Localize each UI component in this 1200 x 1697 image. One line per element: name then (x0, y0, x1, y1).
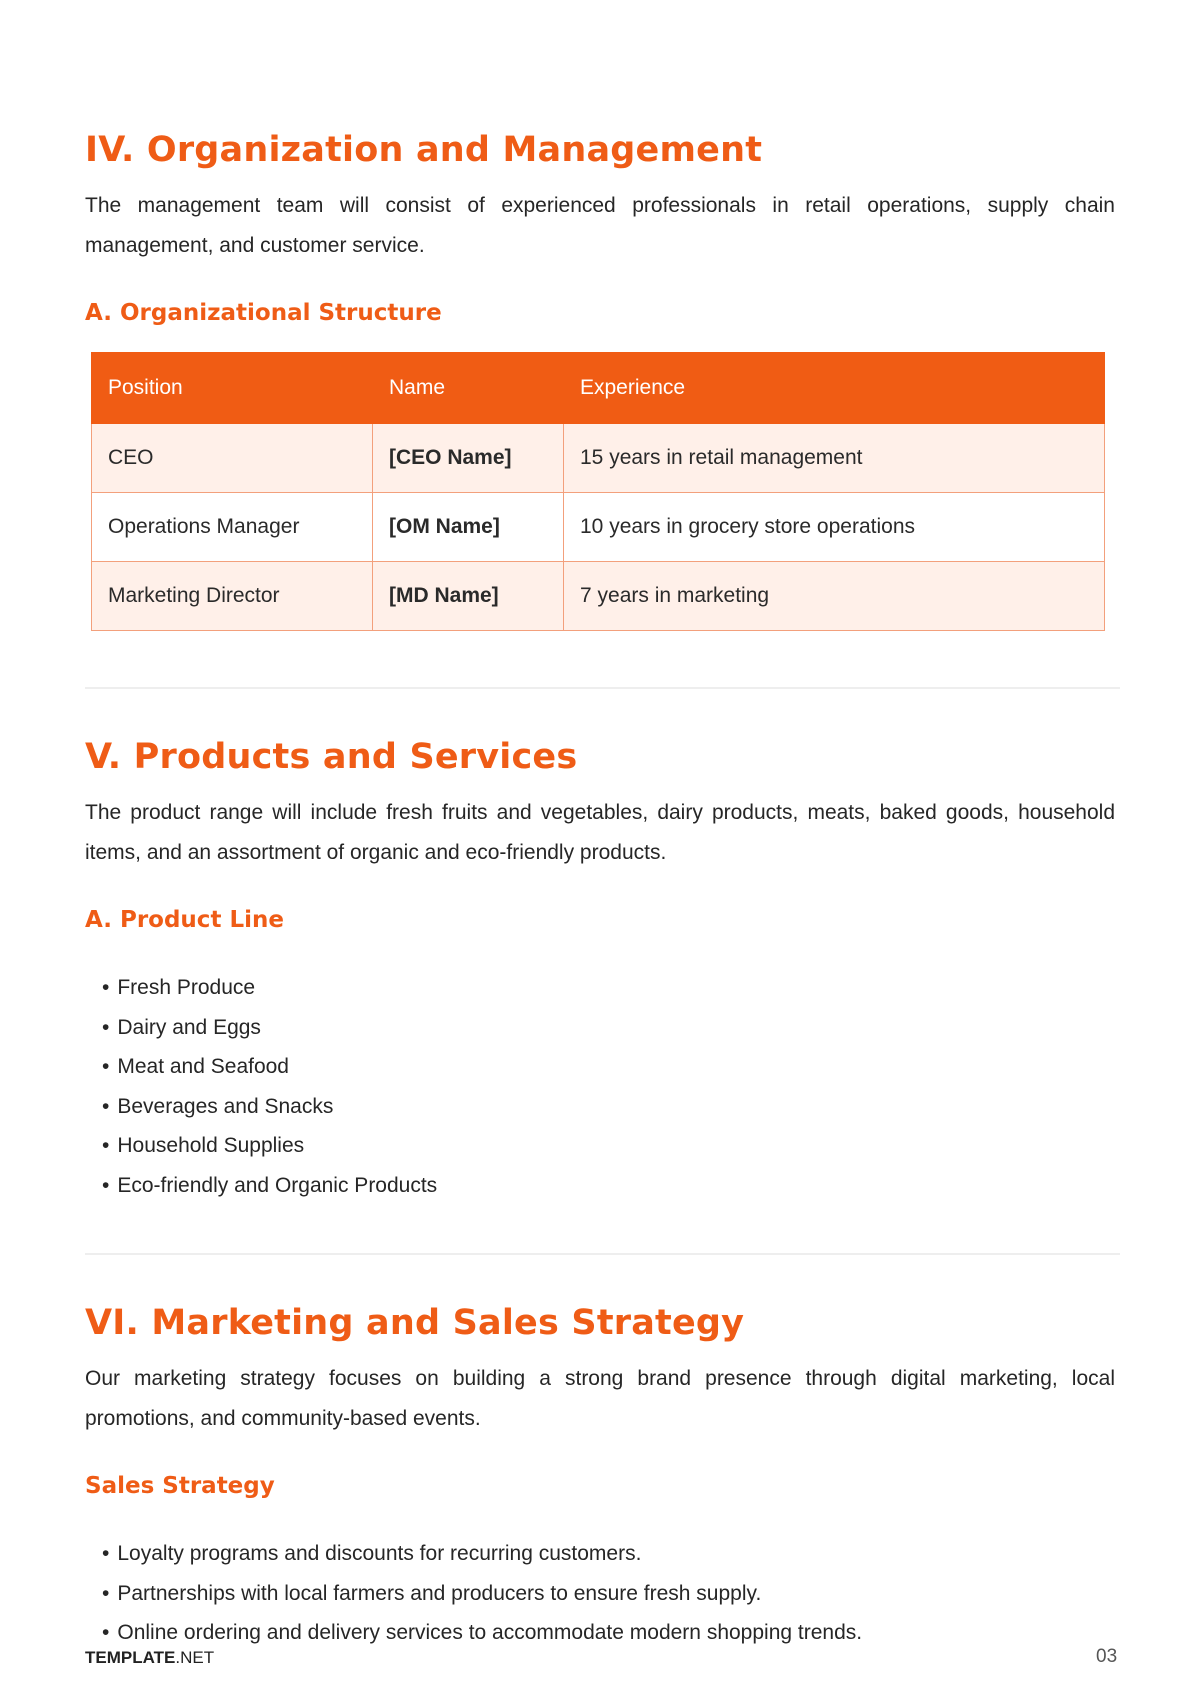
list-item: • Partnerships with local farmers and producers to ensure fresh supply. (102, 1574, 862, 1614)
list-item: • Household Supplies (102, 1126, 437, 1166)
cell-position: CEO (92, 424, 373, 493)
cell-name: [MD Name] (373, 562, 564, 631)
cell-name: [OM Name] (373, 493, 564, 562)
organization-intro: The management team will consist of experienced professionals in retail operations, supply chain management, and customer service. (85, 194, 1115, 257)
section-title-products: V. Products and Services (85, 737, 578, 777)
brand-name-suffix: .NET (175, 1648, 215, 1667)
list-item: • Beverages and Snacks (102, 1087, 437, 1127)
list-item: • Online ordering and delivery services to accommodate modern shopping trends. (102, 1613, 862, 1653)
list-item: • Loyalty programs and discounts for recurring customers. (102, 1534, 862, 1574)
sales-strategy-list (102, 1534, 862, 1653)
marketing-intro: Our marketing strategy focuses on building a strong brand presence through digital marketing, local promotions, and community-based events. (85, 1367, 1115, 1430)
section-title-marketing: VI. Marketing and Sales Strategy (85, 1303, 745, 1343)
products-intro: The product range will include fresh fruits and vegetables, dairy products, meats, baked goods, household items, and an assortment of organic and eco-friendly products. (85, 801, 1115, 864)
section-divider (85, 1253, 1120, 1255)
list-item: • Fresh Produce (102, 968, 437, 1008)
table-row (92, 493, 1105, 562)
cell-experience: 15 years in retail management (564, 424, 1105, 493)
subsection-title-product-line: A. Product Line (85, 907, 284, 933)
list-item: • Eco-friendly and Organic Products (102, 1166, 437, 1206)
brand-name-bold: TEMPLATE (85, 1648, 176, 1667)
section-divider (85, 687, 1120, 689)
column-header-position: Position (92, 353, 373, 424)
product-line-list (102, 968, 437, 1205)
subsection-title-sales-strategy: Sales Strategy (85, 1473, 275, 1499)
list-item: • Dairy and Eggs (102, 1008, 437, 1048)
cell-name: [CEO Name] (373, 424, 564, 493)
column-header-experience: Experience (564, 353, 1105, 424)
org-structure-table (91, 352, 1105, 631)
section-title-organization: IV. Organization and Management (85, 130, 763, 170)
cell-experience: 10 years in grocery store operations (564, 493, 1105, 562)
table-row (92, 562, 1105, 631)
footer-brand-logo (85, 1648, 214, 1668)
page-number: 03 (1096, 1646, 1118, 1667)
list-item: • Meat and Seafood (102, 1047, 437, 1087)
cell-experience: 7 years in marketing (564, 562, 1105, 631)
cell-position: Marketing Director (92, 562, 373, 631)
table-row (92, 424, 1105, 493)
cell-position: Operations Manager (92, 493, 373, 562)
table-header-row (92, 353, 1105, 424)
subsection-title-org-structure: A. Organizational Structure (85, 300, 442, 326)
column-header-name: Name (373, 353, 564, 424)
